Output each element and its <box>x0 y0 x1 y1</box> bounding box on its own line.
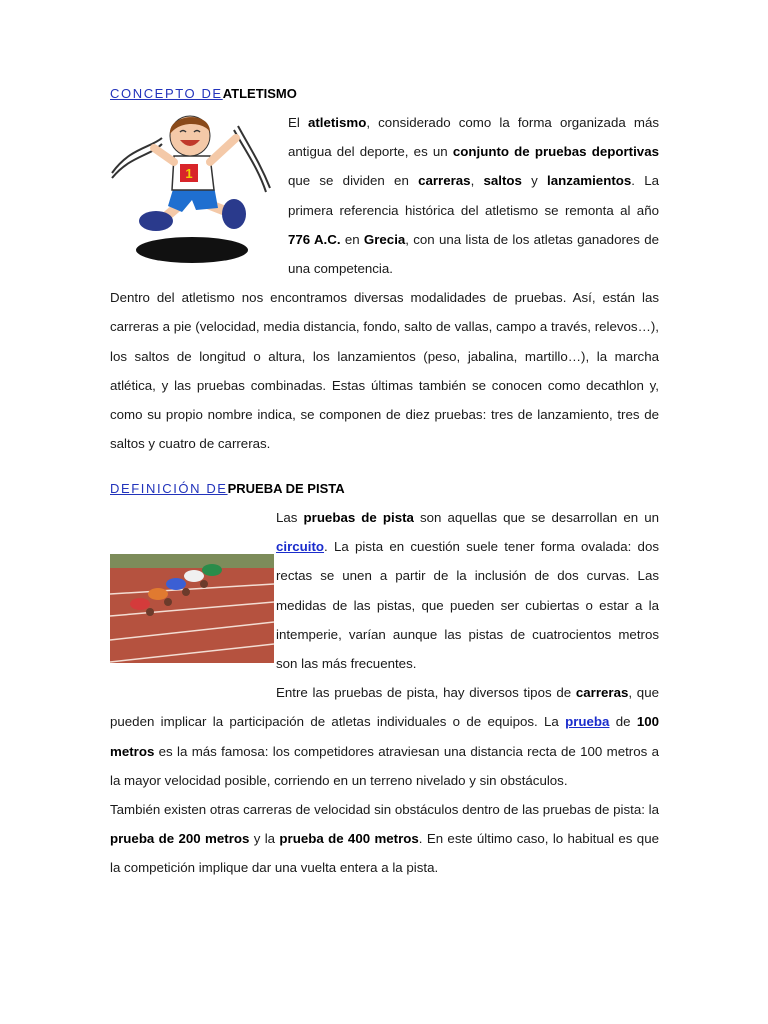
section1-body <box>110 108 659 458</box>
section2-paragraph-2: Entre las pruebas de pista, hay diversos tipos de carreras, que pueden implicar la participación de atletas individuales o de equipos. La prueba de 100 metros es la más famosa: los competidores atraviesan una distancia recta de 100 metros a la mayor velocidad posible, corriendo en un terreno nivelado y sin obstáculos. <box>110 685 659 788</box>
prueba-link[interactable]: prueba <box>565 714 610 730</box>
section1-paragraph-1: El atletismo, considerado como la forma organizada más antigua del deporte, es un conjunto de pruebas deportivas que se dividen en carreras, saltos y lanzamientos. La primera referencia histórica del atletismo se remonta al año 776 A.C. en Grecia, con una lista de los atletas ganadores de una competencia. <box>288 115 659 277</box>
sprint-photo <box>110 554 274 663</box>
cartoon-runner-illustration-icon <box>110 108 286 268</box>
section2-heading-title: PRUEBA DE PISTA <box>227 481 345 496</box>
section1-paragraph-2: Dentro del atletismo nos encontramos diversas modalidades de pruebas. Así, están las carreras a pie (velocidad, media distancia, fondo, salto de vallas, campo a través, relevos…), los saltos de longitud o altura, los lanzamientos (peso, jabalina, martillo…), la marcha atlética, y las pruebas combinadas. Estas últimas también se conocen como decathlon y, como su propio nombre indica, se componen de diez pruebas: tres de lanzamiento, tres de saltos y cuatro de carreras. <box>110 290 659 452</box>
section2-paragraph-1: Las pruebas de pista son aquellas que se desarrollan en un circuito. La pista en cuestión suele tener forma ovalada: dos rectas se unen a partir de la inclusión de dos curvas. Las medidas de las pistas, que pueden ser cubiertas o estar a la intemperie, varían aunque las pistas de cuatrocientos metros son las más frecuentes. <box>276 510 659 672</box>
section1-heading-title: ATLETISMO <box>222 86 297 101</box>
section1-heading <box>110 86 297 102</box>
circuito-link[interactable]: circuito <box>276 539 325 555</box>
section2-paragraph-3: También existen otras carreras de velocidad sin obstáculos dentro de las pruebas de pista: la prueba de 200 metros y la prueba de 400 metros. En este último caso, lo habitual es que la competición implique dar una vuelta entera a la pista. <box>110 802 659 876</box>
sprint-start-photo-icon <box>110 554 274 663</box>
section2-heading <box>110 481 345 497</box>
section1-heading-link[interactable]: CONCEPTO DE <box>110 86 223 101</box>
bib-number: 1 <box>185 166 193 181</box>
section2-heading-link[interactable]: DEFINICIÓN DE <box>110 481 228 496</box>
runner-image <box>110 108 286 268</box>
